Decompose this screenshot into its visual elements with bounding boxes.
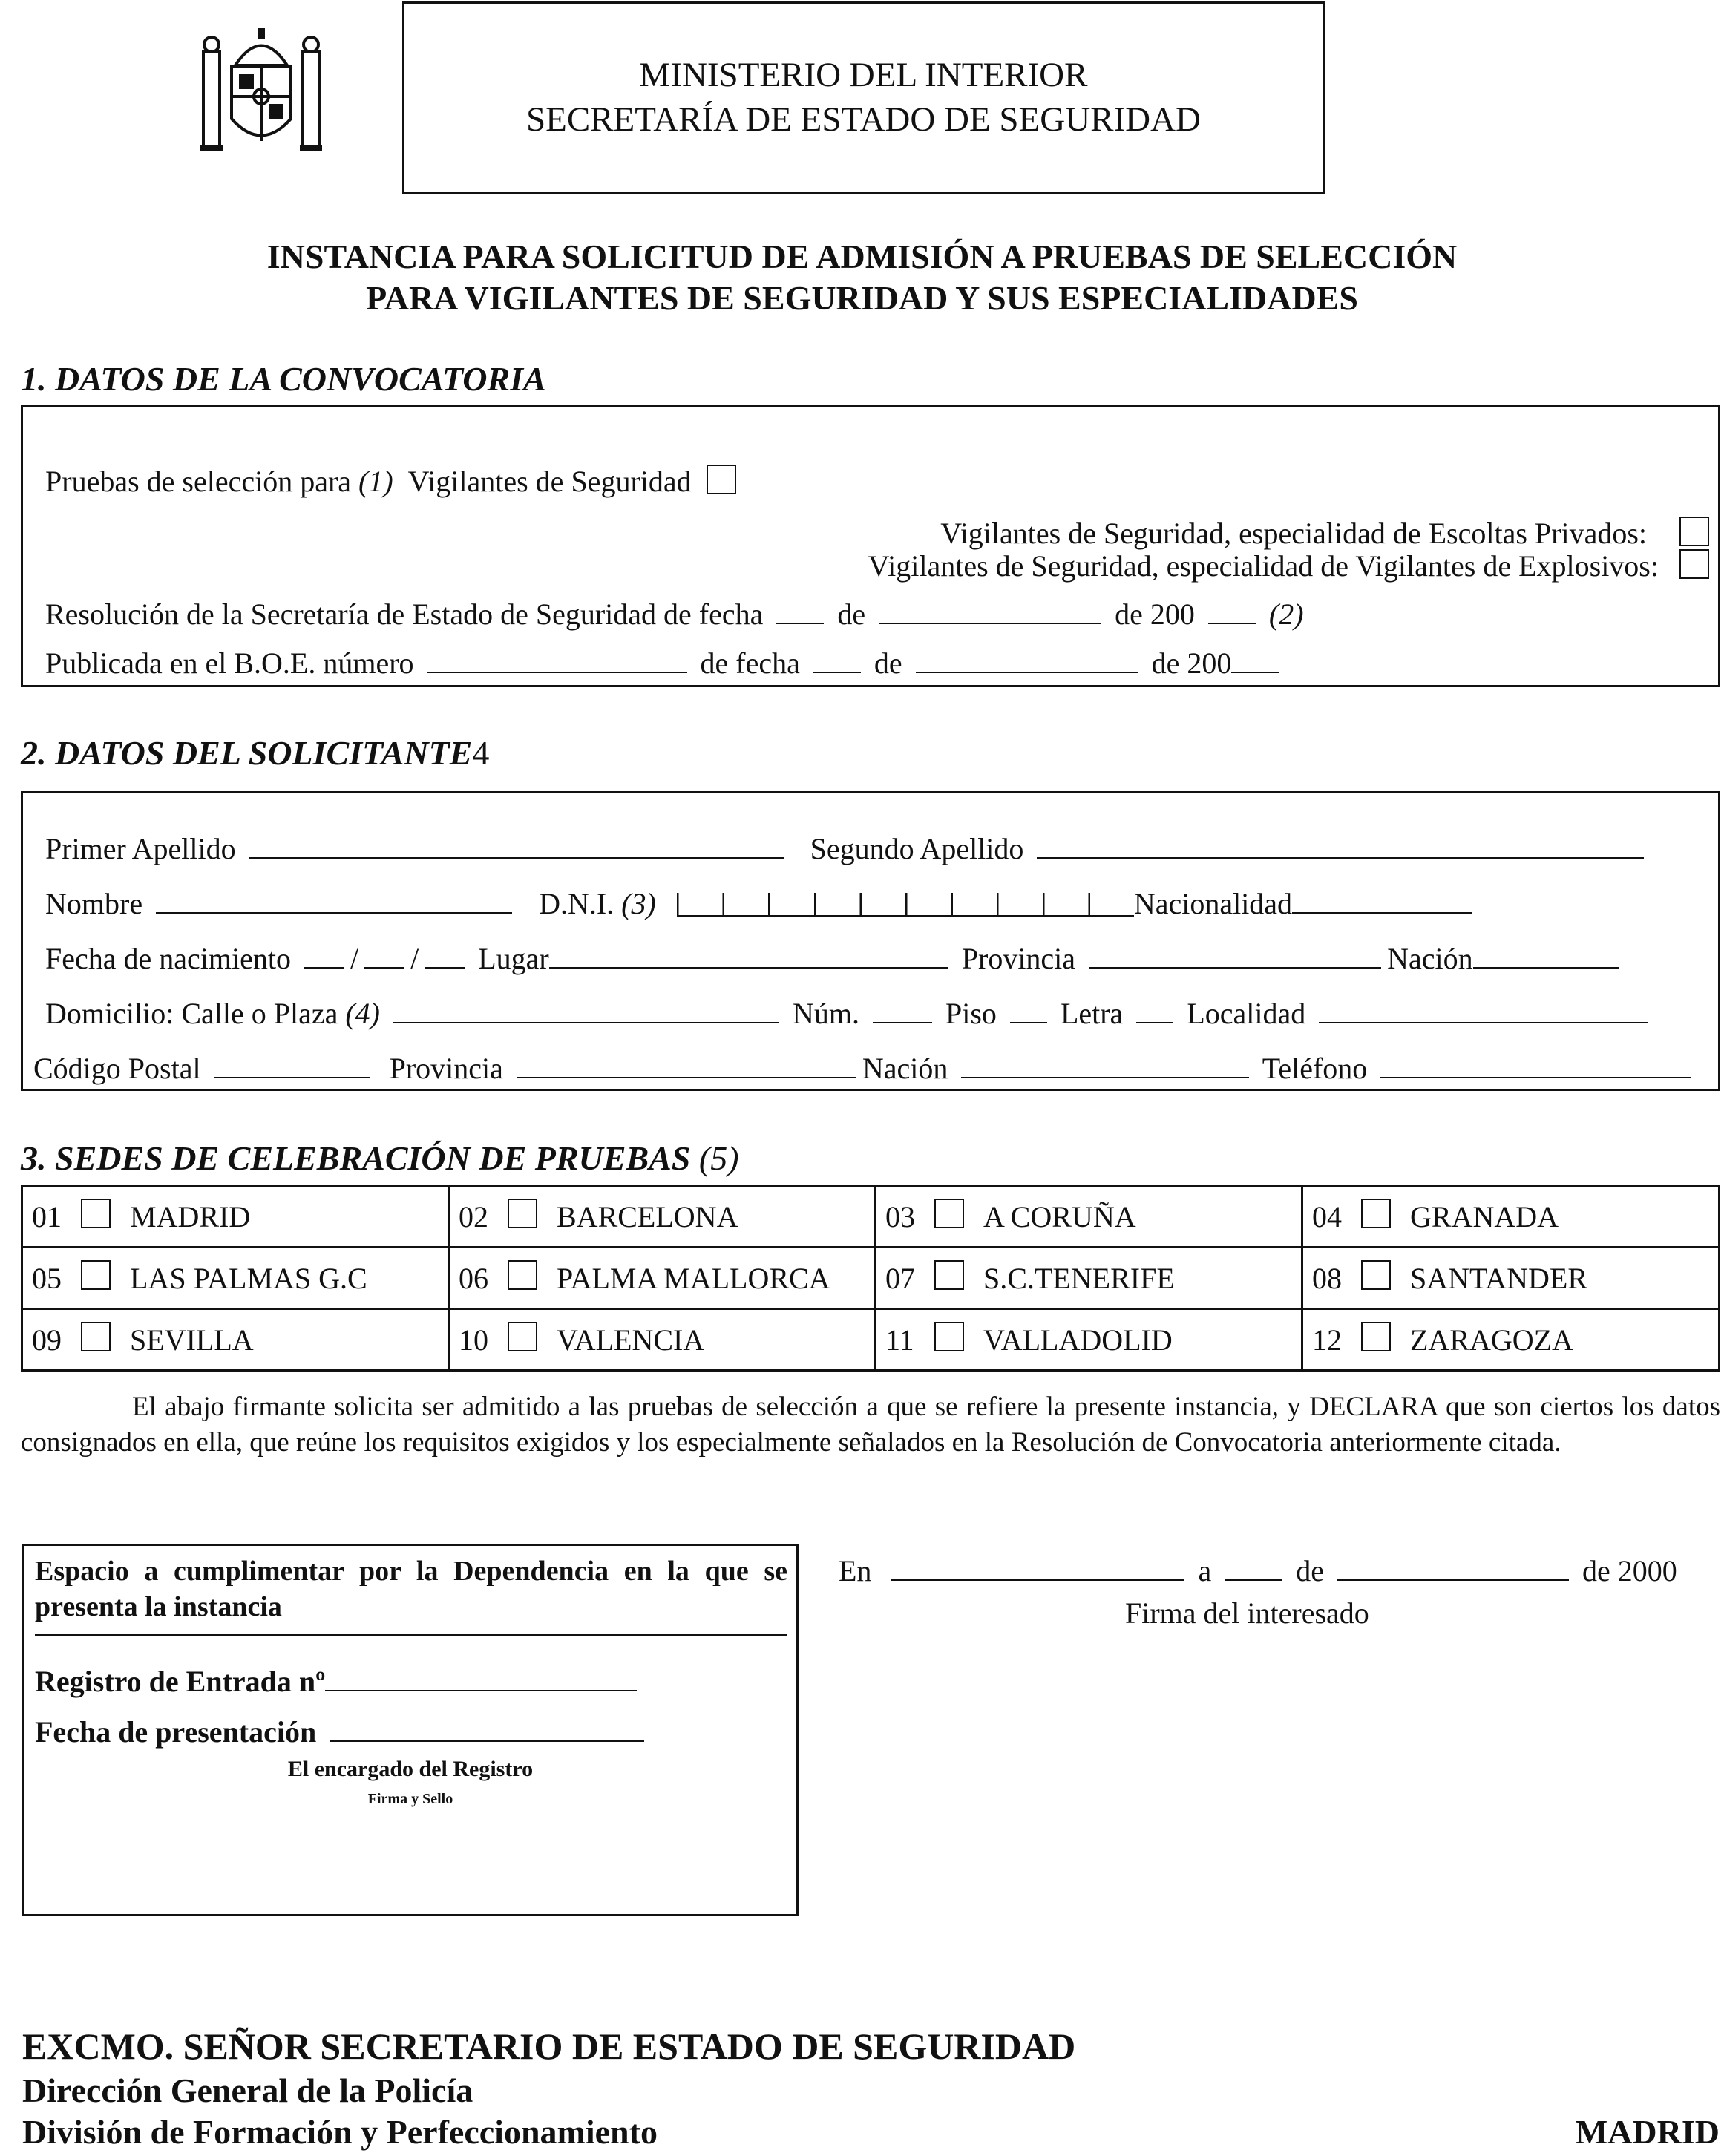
apellidos-row [45,828,1650,866]
sede-name: GRANADA [1410,1200,1559,1233]
checkbox-vigilantes[interactable] [707,465,736,494]
provincia-field[interactable] [1089,937,1381,969]
sede-checkbox[interactable] [81,1322,111,1351]
num-label: Núm. [793,997,859,1030]
boe-day-field[interactable] [813,642,861,673]
codigo-postal-field[interactable] [214,1047,370,1078]
note-3: (3) [621,887,656,920]
sede-code: 05 [32,1262,62,1295]
sede-name: SANTANDER [1410,1262,1588,1295]
option-escoltas-label: Vigilantes de Seguridad, especialidad de Escoltas Privados: [940,517,1647,550]
date-slash-2: / [410,942,419,975]
note-4: (4) [345,997,380,1030]
ministry-name: MINISTERIO DEL INTERIOR [639,56,1088,94]
title-line-2: PARA VIGILANTES DE SEGURIDAD Y SUS ESPECIALIDADES [366,279,1358,317]
signature-a: a [1198,1554,1212,1587]
sede-checkbox[interactable] [508,1199,537,1228]
birth-year-field[interactable] [425,937,465,969]
note-1: (1) [358,465,393,498]
nombre-row [45,882,1478,921]
registry-heading: Espacio a cumplimentar por la Dependencia en la que se presenta la instancia [35,1553,787,1636]
sede-code: 12 [1312,1323,1342,1357]
fecha-presentacion-row [35,1711,650,1749]
note-5: (5) [698,1139,739,1177]
sede-cell [876,1309,1302,1371]
section1-title: 1. DATOS DE LA CONVOCATORIA [21,360,546,398]
nacimiento-row [45,937,1625,976]
option-explosivos-label: Vigilantes de Seguridad, especialidad de Vigilantes de Explosivos: [868,549,1659,583]
sede-code: 09 [32,1323,62,1357]
section3-title [21,1138,739,1178]
sede-name: VALENCIA [557,1323,705,1357]
spain-coat-of-arms-icon [194,22,328,156]
resolucion-year-field[interactable] [1208,593,1256,624]
coat-of-arms [194,22,328,156]
domicilio-row [45,992,1654,1031]
sede-checkbox[interactable] [1361,1322,1391,1351]
boe-month-field[interactable] [916,642,1138,673]
resolucion-label: Resolución de la Secretaría de Estado de Seguridad de fecha [45,597,764,631]
nacion2-field[interactable] [961,1047,1249,1078]
sede-checkbox[interactable] [1361,1199,1391,1228]
segundo-apellido-field[interactable] [1037,828,1644,859]
sede-code: 01 [32,1200,62,1233]
document-title [0,236,1724,319]
publicada-label: Publicada en el B.O.E. número [45,646,414,680]
nacion-field[interactable] [1473,937,1619,969]
secretariat-name: SECRETARÍA DE ESTADO DE SEGURIDAD [526,100,1201,139]
resolucion-row [45,593,1304,632]
sede-name: PALMA MALLORCA [557,1262,830,1295]
lugar-label: Lugar [478,942,549,975]
pruebas-row [45,464,736,499]
sede-cell [1302,1186,1720,1248]
section2-title-text: 2. DATOS DEL SOLICITANTE [21,734,473,772]
sede-checkbox[interactable] [934,1199,964,1228]
fecha-presentacion-field[interactable] [330,1711,644,1742]
sede-name: A CORUÑA [983,1200,1136,1233]
footer-city: MADRID [1575,2113,1720,2151]
signature-place-field[interactable] [891,1550,1184,1581]
title-line-1: INSTANCIA PARA SOLICITUD DE ADMISIÓN A PRUEBAS DE SELECCIÓN [266,237,1458,275]
sede-cell [1302,1309,1720,1371]
sede-checkbox[interactable] [81,1199,111,1228]
provincia2-label: Provincia [389,1052,503,1085]
firma-sello-label: Firma y Sello [367,1791,453,1807]
footer-addressee: EXCMO. SEÑOR SECRETARIO DE ESTADO DE SEGURIDAD [22,2025,1076,2067]
nacionalidad-label: Nacionalidad [1133,887,1293,920]
nacion-label: Nación [1387,942,1473,975]
dni-label: D.N.I. [539,887,614,920]
nombre-field[interactable] [156,882,512,914]
date-slash-1: / [350,942,359,975]
fecha-nacimiento-label: Fecha de nacimiento [45,942,291,975]
signature-day-field[interactable] [1225,1550,1282,1581]
primer-apellido-label: Primer Apellido [45,832,236,865]
postal-row [33,1047,1697,1086]
sedes-row [22,1309,1720,1371]
signature-year: de 2000 [1582,1554,1677,1587]
telefono-label: Teléfono [1262,1052,1368,1085]
sede-cell [449,1248,876,1309]
dni-boxes[interactable] [677,893,1134,917]
sede-cell [22,1309,449,1371]
provincia2-field[interactable] [517,1047,856,1078]
localidad-label: Localidad [1187,997,1306,1030]
sede-code: 08 [1312,1262,1342,1295]
boe-number-field[interactable] [427,642,687,673]
encargado-label: El encargado del Registro [287,1757,534,1781]
fecha-presentacion-label: Fecha de presentación [35,1715,317,1749]
signature-date-row [839,1550,1677,1588]
footer-division: División de Formación y Perfeccionamiento [22,2113,658,2151]
sede-checkbox[interactable] [1361,1260,1391,1290]
lugar-field[interactable] [549,937,948,969]
publicada-de-fecha: de fecha [700,646,800,680]
section2-title [21,733,489,773]
registro-row [35,1660,643,1699]
nacion2-label: Nación [862,1052,948,1085]
segundo-apellido-label: Segundo Apellido [810,832,1024,865]
sede-cell [449,1186,876,1248]
sede-name: ZARAGOZA [1410,1323,1573,1357]
sede-checkbox[interactable] [81,1260,111,1290]
pruebas-label: Pruebas de selección para [45,465,352,498]
telefono-field[interactable] [1380,1047,1691,1078]
section2-box [21,791,1720,1091]
footer-direccion: Dirección General de la Policía [22,2071,473,2109]
explosivos-row [868,548,1709,583]
domicilio-label: Domicilio: Calle o Plaza [45,997,338,1030]
sede-checkbox[interactable] [508,1322,537,1351]
sede-code: 10 [459,1323,488,1357]
birth-month-field[interactable] [364,937,404,969]
publicada-de: de [874,646,902,680]
registry-box [22,1544,799,1916]
declaration-text: El abajo firmante solicita ser admitido a las pruebas de selección a que se refiere la presente instancia, y DECLARA que son ciertos los datos consignados en ella, que reúne los requisitos exigidos y los especialmente señalados en la Resolución de Convocatoria anteriormente citada. [21,1392,1720,1458]
sede-code: 07 [885,1262,915,1295]
checkbox-escoltas[interactable] [1679,517,1709,546]
sede-name: SEVILLA [130,1323,254,1357]
sede-cell [22,1248,449,1309]
resolucion-de: de [837,597,866,631]
sede-name: MADRID [130,1200,251,1233]
nacionalidad-field[interactable] [1292,882,1472,914]
publicada-row [45,642,1285,681]
sede-cell [22,1186,449,1248]
sedes-row [22,1248,1720,1309]
checkbox-explosivos[interactable] [1679,549,1709,579]
sede-checkbox[interactable] [508,1260,537,1290]
nombre-label: Nombre [45,887,143,920]
sede-cell [1302,1248,1720,1309]
piso-field[interactable] [1010,992,1047,1023]
provincia-label: Provincia [961,942,1076,975]
birth-day-field[interactable] [304,937,344,969]
sede-code: 11 [885,1323,914,1357]
resolucion-month-field[interactable] [879,593,1101,624]
localidad-field[interactable] [1319,992,1648,1023]
sede-code: 03 [885,1200,915,1233]
sede-name: S.C.TENERIFE [983,1262,1175,1295]
ministry-header-box [402,1,1325,194]
piso-label: Piso [945,997,997,1030]
codigo-postal-label: Código Postal [33,1052,201,1085]
sede-cell [876,1248,1302,1309]
sede-cell [876,1186,1302,1248]
firma-interesado: Firma del interesado [1125,1596,1369,1630]
sede-code: 02 [459,1200,488,1233]
section3-title-text: 3. SEDES DE CELEBRACIÓN DE PRUEBAS [21,1139,691,1177]
sede-checkbox[interactable] [934,1322,964,1351]
option-vigilantes-label: Vigilantes de Seguridad [407,465,692,498]
sede-code: 06 [459,1262,488,1295]
resolucion-de200: de 200 [1115,597,1195,631]
sede-name: LAS PALMAS G.C [130,1262,367,1295]
section2-title-suffix: 4 [472,734,490,772]
signature-de: de [1296,1554,1324,1587]
section1-box [21,405,1720,687]
signature-en: En [839,1554,872,1587]
sede-name: BARCELONA [557,1200,738,1233]
sede-cell [449,1309,876,1371]
sedes-row [22,1186,1720,1248]
sedes-table [21,1185,1720,1372]
registro-label: Registro de Entrada nº [35,1665,326,1698]
primer-apellido-field[interactable] [249,828,784,859]
resolucion-day-field[interactable] [776,593,824,624]
note-2: (2) [1268,597,1304,631]
sede-code: 04 [1312,1200,1342,1233]
signature-month-field[interactable] [1337,1550,1569,1581]
boe-year-field[interactable] [1231,642,1279,673]
domicilio-field[interactable] [393,992,779,1023]
escoltas-row [940,516,1709,551]
num-field[interactable] [873,992,932,1023]
registro-field[interactable] [325,1660,637,1691]
letra-field[interactable] [1136,992,1173,1023]
sede-checkbox[interactable] [934,1260,964,1290]
letra-label: Letra [1060,997,1124,1030]
sede-name: VALLADOLID [983,1323,1173,1357]
publicada-de200: de 200 [1151,646,1232,680]
